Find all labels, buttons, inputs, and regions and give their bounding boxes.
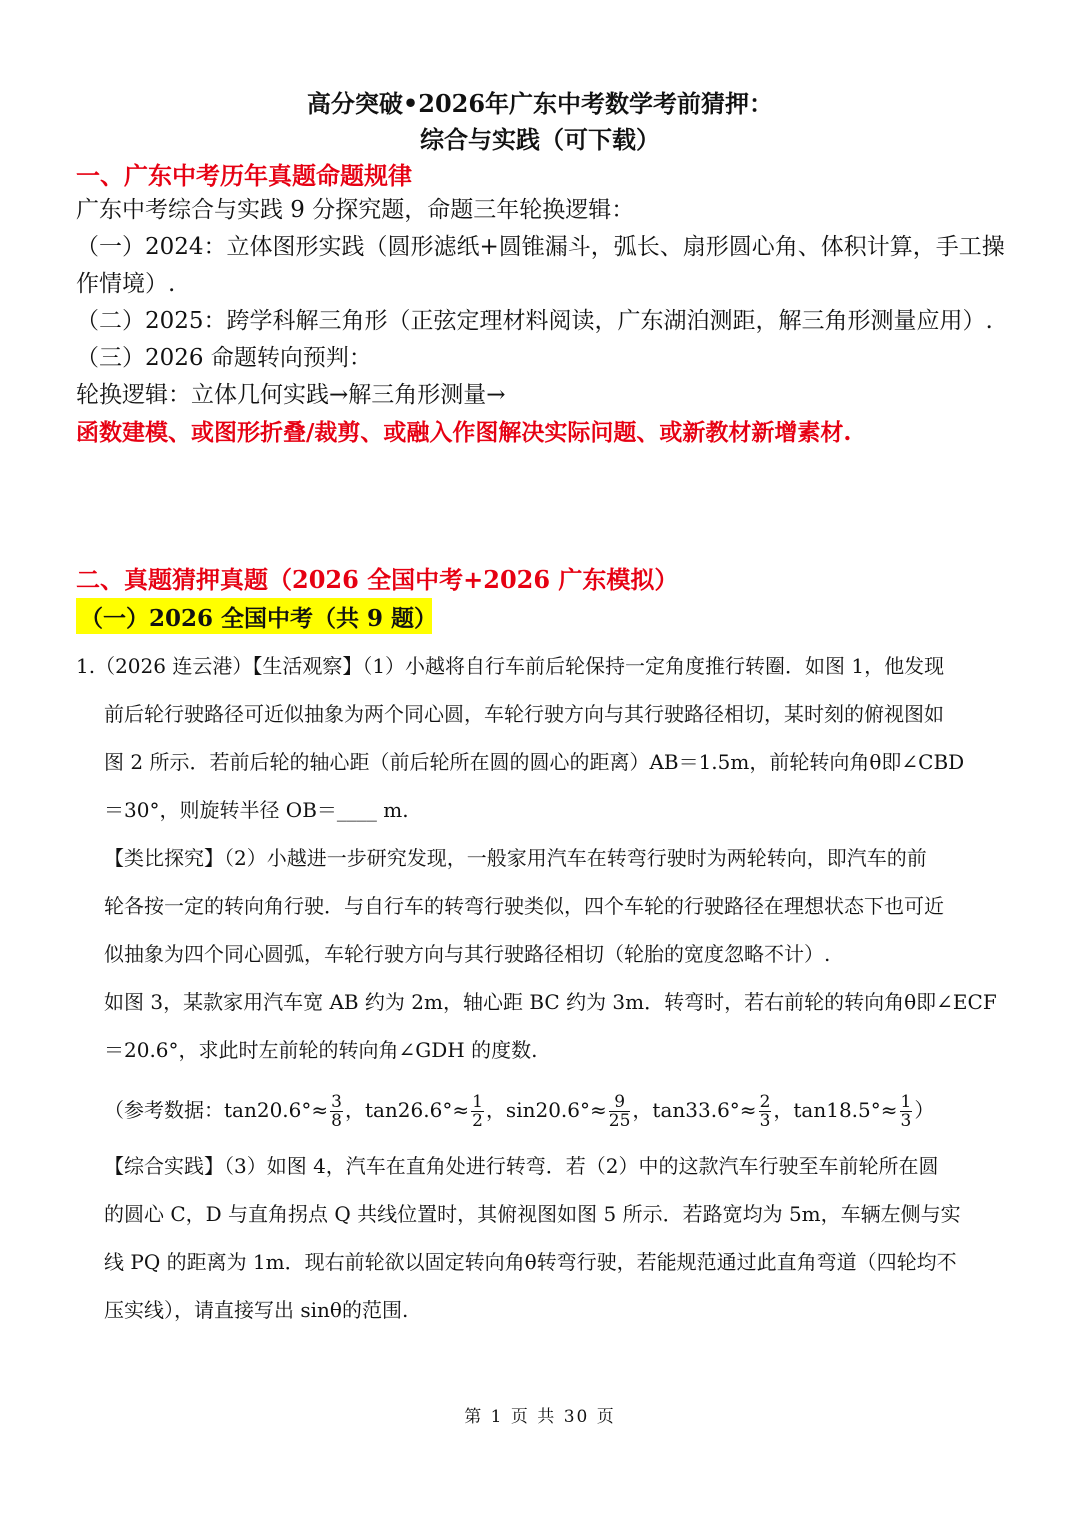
fraction: $\frac{3}{8}$ (331, 1092, 342, 1131)
section1-item1: （一）2024：立体图形实践（圆形滤纸+圆锥漏斗，弧长、扇形圆心角、体积计算，手工操作情境）. (76, 234, 1005, 297)
fraction: $\frac{2}{3}$ (759, 1092, 771, 1131)
section1-item2: （二）2025：跨学科解三角形（正弦定理材料阅读，广东湖泊测距，解三角形测量应用）. (76, 308, 993, 334)
ref-text: （参考数据：tan20.6°≈ (104, 1098, 329, 1122)
q1-line: ＝30°，则旋转半径 OB＝____ m. (104, 798, 409, 822)
q1-line: 【类比探究】（2）小越进一步研究发现，一般家用汽车在转弯行驶时为两轮转向，即汽车的前 (104, 846, 927, 870)
q1-line: 1.（2026 连云港）【生活观察】（1）小越将自行车前后轮保持一定角度推行转圈．如图 1，他发现 (76, 654, 945, 678)
q1-line: 轮各按一定的转向角行驶．与自行车的转弯行驶类似，四个车轮的行驶路径在理想状态下也可近 (104, 894, 944, 918)
q1-line: ＝20.6°，求此时左前轮的转向角∠GDH 的度数. (104, 1038, 538, 1062)
q1-line: 如图 3，某款家用汽车宽 AB 约为 2m，轴心距 BC 约为 3m．转弯时，若右前轮的转向角θ即∠ECF (104, 990, 997, 1014)
section2-heading: 二、真题猜押真题（2026 全国中考+2026 广东模拟） (76, 565, 679, 594)
section1-prediction: 函数建模、或图形折叠/裁剪、或融入作图解决实际问题、或新教材新增素材. (76, 419, 852, 446)
section1-item3: （三）2026 命题转向预判： (76, 345, 372, 371)
q1-line: 压实线），请直接写出 sinθ的范围. (104, 1298, 409, 1322)
page-subtitle: 综合与实践（可下载） (420, 125, 660, 154)
section1-intro: 广东中考综合与实践 9 分探究题，命题三年轮换逻辑： (76, 197, 635, 223)
fraction: $\frac{1}{3}$ (900, 1092, 912, 1131)
page-title: 高分突破•2026年广东中考数学考前猜押： (306, 89, 774, 118)
fraction: $\frac{1}{2}$ (472, 1092, 483, 1131)
question-1 (76, 642, 1008, 1074)
q1-line: 前后轮行驶路径可近似抽象为两个同心圆，车轮行驶方向与其行驶路径相切，某时刻的俯视图如 (104, 702, 944, 726)
page-number: 第 1 页 共 30 页 (464, 1407, 616, 1427)
q1-line: 【综合实践】（3）如图 4，汽车在直角处进行转弯．若（2）中的这款汽车行驶至车前轮所在圆 (104, 1154, 939, 1178)
ref-text: ，tan26.6°≈ (344, 1098, 470, 1122)
reference-data (104, 1086, 1014, 1134)
section1-body (76, 192, 1006, 451)
q1-line: 的圆心 C，D 与直角拐点 Q 共线位置时，其俯视图如图 5 所示．若路宽均为 5m，车辆左侧与实 (104, 1202, 961, 1226)
fraction: $\frac{9}{25}$ (608, 1092, 631, 1131)
ref-text: ，sin20.6°≈ (485, 1098, 607, 1122)
section2-subheading: （一）2026 全国中考（共 9 题） (80, 605, 438, 632)
ref-text: ，tan18.5°≈ (773, 1098, 898, 1122)
q1-line: 似抽象为四个同心圆弧，车轮行驶方向与其行驶路径相切（轮胎的宽度忽略不计）. (104, 942, 831, 966)
section1-heading: 一、广东中考历年真题命题规律 (76, 161, 412, 190)
q1-line: 线 PQ 的距离为 1m．现右前轮欲以固定转向角θ转弯行驶，若能规范通过此直角弯道（四轮均不 (104, 1250, 957, 1274)
question-1-part3 (76, 1142, 1008, 1334)
ref-text: ，tan33.6°≈ (632, 1098, 757, 1122)
section1-rotation: 轮换逻辑：立体几何实践→解三角形测量→ (76, 382, 506, 408)
q1-line: 图 2 所示．若前后轮的轴心距（前后轮所在圆的圆心的距离）AB＝1.5m，前轮转向角θ即∠CBD (104, 750, 965, 774)
ref-text: ） (914, 1098, 935, 1122)
